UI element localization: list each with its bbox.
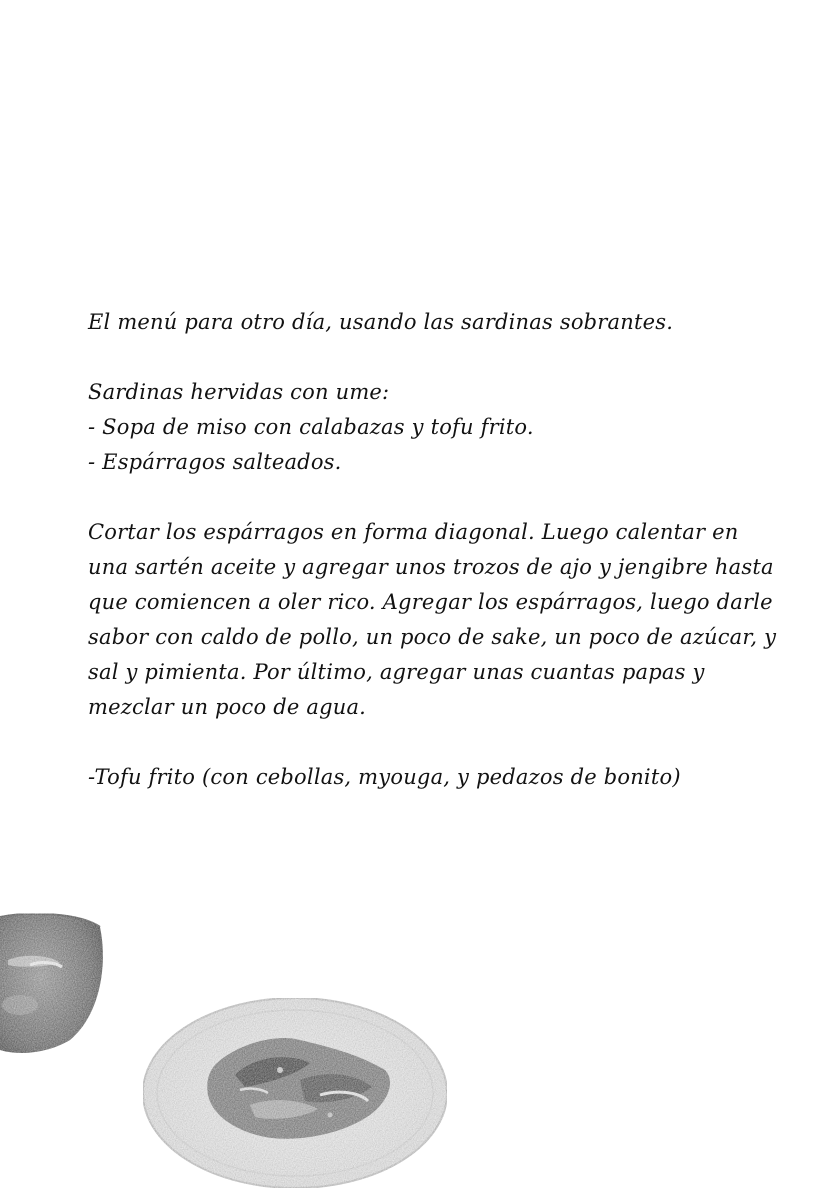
bowl-icon	[0, 914, 103, 1053]
menu-item: - Sopa de miso con calabazas y tofu frito.	[88, 415, 534, 439]
instruction-line: sal y pimienta. Por último, agregar unas cuantas papas y	[88, 660, 705, 684]
instruction-line: una sartén aceite y agregar unos trozos de ajo y jengibre hasta	[88, 555, 774, 579]
menu-item: - Espárragos salteados.	[88, 450, 342, 474]
spacer	[88, 480, 748, 515]
food-illustration	[0, 905, 470, 1200]
instruction-line: sabor con caldo de pollo, un poco de sake, un poco de azúcar, y	[88, 625, 777, 649]
instruction-line: Cortar los espárragos en forma diagonal. Luego calentar en	[88, 520, 739, 544]
recipe-text	[88, 305, 777, 795]
intro-line: El menú para otro día, usando las sardinas sobrantes.	[88, 310, 674, 334]
spacer	[88, 725, 748, 760]
plate-icon	[143, 998, 447, 1188]
spacer	[88, 340, 748, 375]
instruction-line: mezclar un poco de agua.	[88, 695, 367, 719]
menu-heading: Sardinas hervidas con ume:	[88, 380, 390, 404]
closing-line: -Tofu frito (con cebollas, myouga, y pedazos de bonito)	[88, 765, 681, 789]
instruction-line: que comiencen a oler rico. Agregar los espárragos, luego darle	[88, 590, 773, 614]
